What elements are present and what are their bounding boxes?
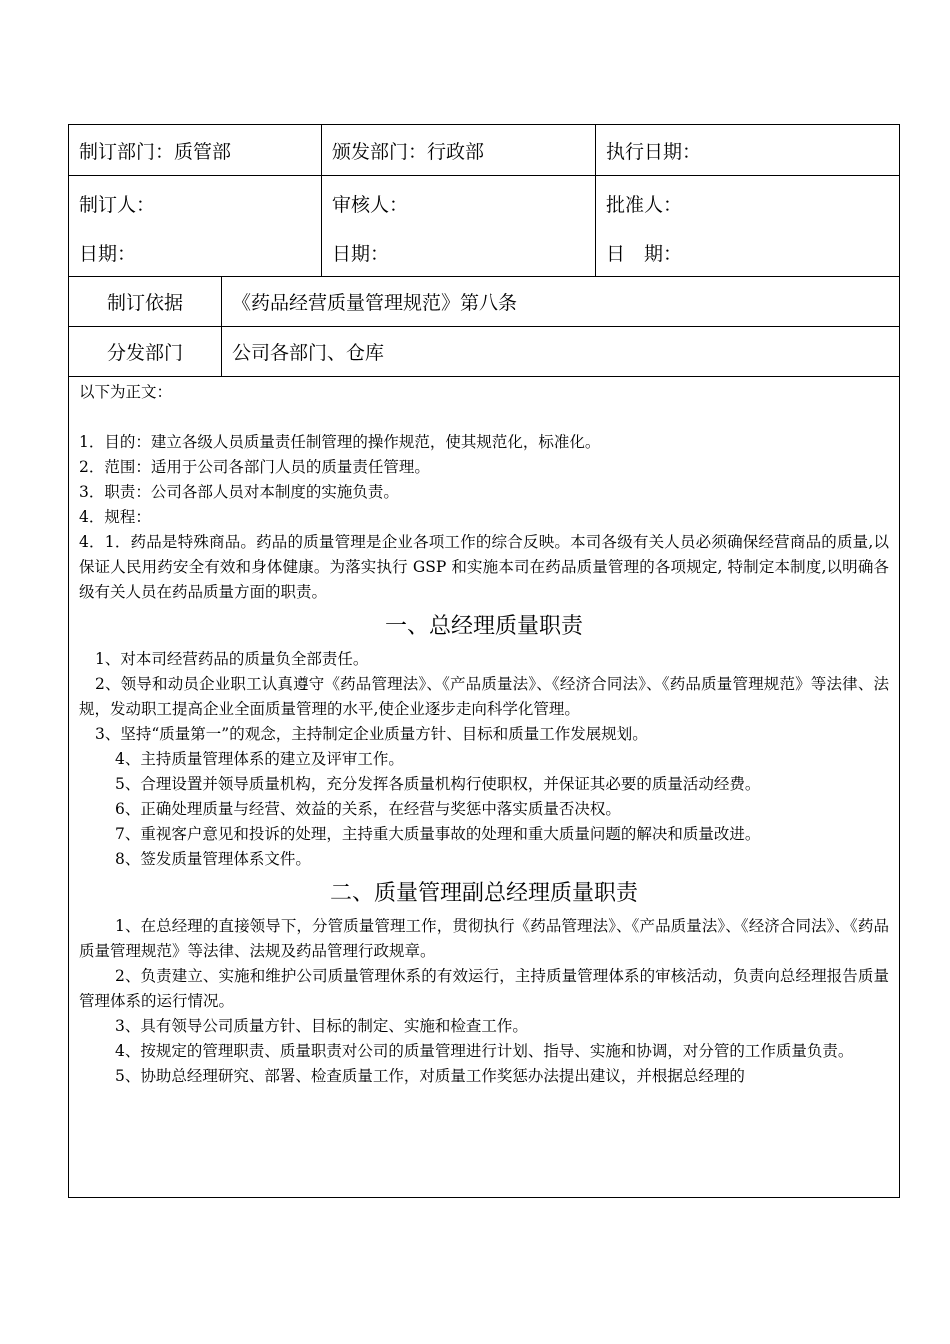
- effective-date-cell: 执行日期：: [595, 125, 899, 175]
- section1-item: 5、合理设置并领导质量机构，充分发挥各质量机构行使职权，并保证其必要的质量活动经费。: [115, 775, 761, 793]
- body-item-duties: 3．职责：公司各部人员对本制度的实施负责。: [79, 483, 399, 501]
- document-body: [69, 377, 899, 1197]
- distribution-value: 公司各部门、仓库: [221, 327, 899, 376]
- document-frame: [68, 124, 900, 1198]
- basis-row: [69, 277, 899, 327]
- section1-item: 2、领导和动员企业职工认真遵守《药品管理法》、《产品质量法》、《经济合同法》、《药品质量管理规范》等法律、法规，发动职工提高企业全面质量管理的水平,使企业逐步走向科学化管理。: [79, 675, 889, 718]
- section1-item: 4、主持质量管理体系的建立及评审工作。: [115, 750, 404, 768]
- section2-item: 1、在总经理的直接领导下，分管质量管理工作，贯彻执行《药品管理法》、《产品质量法》、《经济合同法》、《药品质量管理规范》等法律、法规及药品管理行政规章。: [79, 917, 889, 960]
- body-item-procedure-4-1: 4．1．药品是特殊商品。药品的质量管理是企业各项工作的综合反映。本司各级有关人员必须确保经营商品的质量,以保证人民用药安全有效和身体健康。为落实执行 GSP 和实施本司在药品质量管理的各项规定, 特制定本制度,以明确各级有关人员在药品质量方面的职责。: [79, 533, 889, 601]
- section1-item: 8、签发质量管理体系文件。: [115, 850, 311, 868]
- basis-value: 《药品经营质量管理规范》第八条: [221, 277, 899, 326]
- section-title-general-manager: 一、总经理质量职责: [384, 614, 583, 639]
- section-title-quality-deputy-manager: 二、质量管理副总经理质量职责: [329, 881, 638, 906]
- author-cell: [69, 176, 321, 276]
- section2-item: 2、负责建立、实施和维护公司质量管理休系的有效运行，主持质量管理体系的审核活动，负责向总经理报告质量管理体系的运行情况。: [79, 967, 889, 1010]
- distribution-row: [69, 327, 899, 377]
- section1-item: 7、重视客户意见和投诉的处理，主持重大质量事故的处理和重大质量问题的解决和质量改进。: [115, 825, 761, 843]
- section1-item: 3、坚持“质量第一”的观念，主持制定企业质量方针、目标和质量工作发展规划。: [95, 725, 648, 743]
- author-date-label: 日期：: [79, 243, 137, 265]
- basis-label: 制订依据: [106, 292, 183, 314]
- author-label: 制订人：: [79, 194, 156, 216]
- body-intro: 以下为正文：: [79, 383, 173, 401]
- reviewer-label: 审核人：: [332, 194, 409, 216]
- approver-label: 批准人：: [606, 194, 683, 216]
- body-item-scope: 2．范围：适用于公司各部门人员的质量责任管理。: [79, 458, 430, 476]
- section1-item: 6、正确处理质量与经营、效益的关系，在经营与奖惩中落实质量否决权。: [115, 800, 621, 818]
- header-row-signatures: [69, 176, 899, 277]
- issuing-department-cell: 制订部门：质管部: [79, 140, 232, 163]
- approver-date-label: 日 期：: [606, 243, 683, 265]
- distribution-label: 分发部门: [106, 342, 183, 364]
- section2-item: 5、协助总经理研究、部署、检查质量工作，对质量工作奖惩办法提出建议，并根据总经理的: [115, 1067, 745, 1085]
- header-row-departments: [69, 125, 899, 176]
- reviewer-date-label: 日期：: [332, 243, 390, 265]
- section1-item: 1、对本司经营药品的质量负全部责任。: [95, 650, 369, 668]
- reviewer-cell: [321, 176, 595, 276]
- releasing-department-cell: 颁发部门：行政部: [321, 125, 595, 175]
- body-item-procedure: 4．规程：: [79, 508, 151, 526]
- section2-item: 3、具有领导公司质量方针、目标的制定、实施和检查工作。: [115, 1017, 528, 1035]
- approver-cell: [595, 176, 899, 276]
- body-item-purpose: 1．目的：建立各级人员质量责任制管理的操作规范，使其规范化，标准化。: [79, 433, 601, 451]
- section2-item: 4、按规定的管理职责、质量职责对公司的质量管理进行计划、指导、实施和协调，对分管的工作质量负责。: [115, 1042, 854, 1060]
